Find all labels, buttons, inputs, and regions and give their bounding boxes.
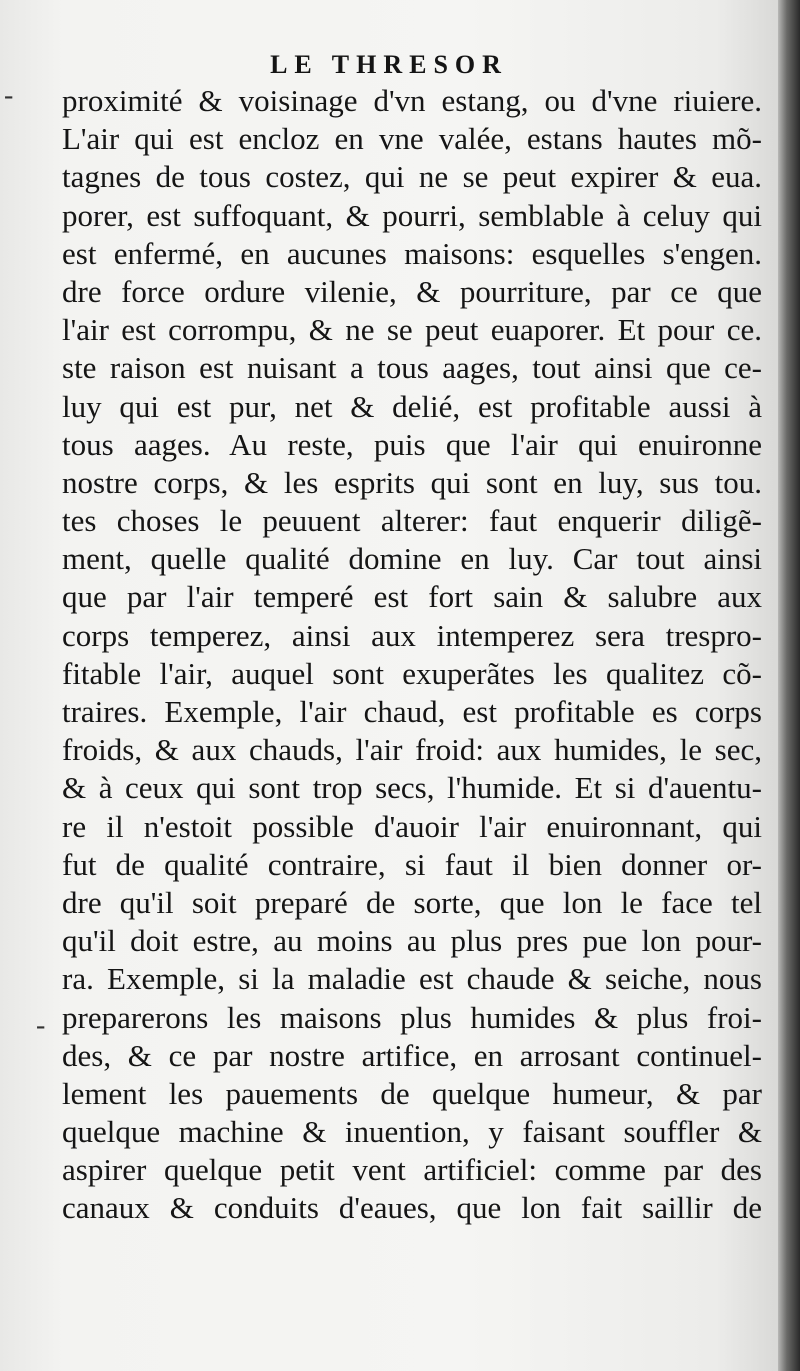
text-line: lement les pauements de quelque humeur, & par [62,1075,762,1111]
text-line: preparerons les maisons plus humides & plus froi- [62,999,762,1035]
text-line: l'air est corrompu, & ne se peut euaporer. Et pour ce. [62,312,762,348]
text-line: nostre corps, & les esprits qui sont en luy, sus tou. [62,464,762,500]
text-line: tous aages. Au reste, puis que l'air qui enuironne [62,426,762,462]
text-line: luy qui est pur, net & delié, est profitable aussi à [62,388,762,424]
text-line: re il n'estoit possible d'auoir l'air enuironnant, qui [62,808,762,844]
text-line: dre force ordure vilenie, & pourriture, par ce que [62,273,762,309]
text-line: ste raison est nuisant a tous aages, tout ainsi que ce- [62,350,762,386]
text-line: que par l'air temperé est fort sain & salubre aux [62,579,762,615]
text-line: aspirer quelque petit vent artificiel: comme par des [62,1152,762,1188]
text-line: fitable l'air, auquel sont exuperãtes les qualitez cõ- [62,655,762,691]
text-line: dre qu'il soit preparé de sorte, que lon le face tel [62,884,762,920]
text-line: tes choses le peuuent alterer: faut enquerir diligẽ- [62,503,762,539]
text-line: quelque machine & inuention, y faisant souffler & [62,1114,762,1150]
text-line: tagnes de tous costez, qui ne se peut expirer & eua. [62,159,762,195]
text-line: traires. Exemple, l'air chaud, est profitable es corps [62,694,762,729]
text-line: L'air qui est encloz en vne valée, estans hautes mõ- [62,121,762,157]
text-line: est enfermé, en aucunes maisons: esquelles s'engen. [62,235,762,271]
text-line: qu'il doit estre, au moins au plus pres pue lon pour- [62,923,762,959]
text-line: canaux & conduits d'eaues, que lon fait saillir de [62,1190,762,1226]
text-line: proximité & voisinage d'vn estang, ou d'vne riuiere. [62,83,762,118]
page-edge-shadow [778,0,800,1371]
text-line: froids, & aux chauds, l'air froid: aux humides, le sec, [62,732,762,768]
running-header: LE THRESOR [270,50,508,79]
text-line: fut de qualité contraire, si faut il bien donner or- [62,846,762,882]
text-line: & à ceux qui sont trop secs, l'humide. Et si d'auentu- [62,770,762,806]
text-line: corps temperez, ainsi aux intemperez sera trespro- [62,617,762,653]
text-line: porer, est suffoquant, & pourri, semblable à celuy qui [62,197,762,233]
text-line: des, & ce par nostre artifice, en arrosant continuel- [62,1037,762,1073]
body-text [62,82,762,1228]
margin-mark: - [4,80,14,111]
text-line: ment, quelle qualité domine en luy. Car tout ainsi [62,541,762,577]
margin-mark: - [36,1010,46,1041]
text-line: ra. Exemple, si la maladie est chaude & seiche, nous [62,961,762,997]
